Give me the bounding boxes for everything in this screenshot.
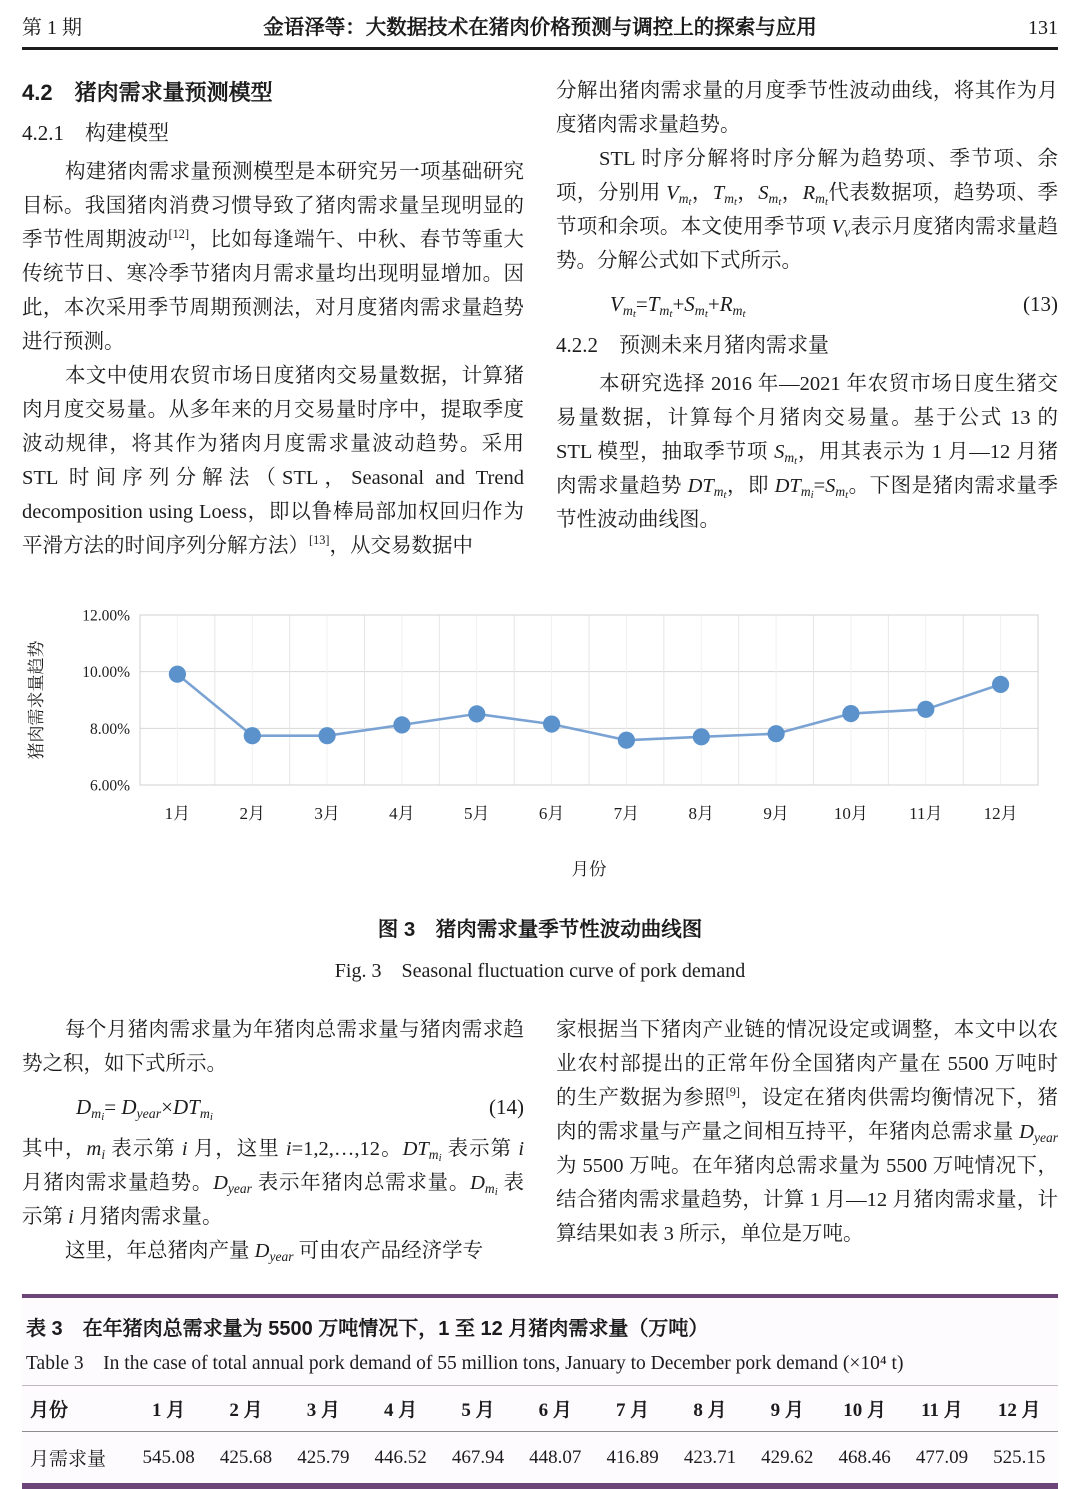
svg-text:8.00%: 8.00% [89, 720, 130, 738]
right-column-upper [556, 74, 1058, 563]
figure3-caption-cn: 图 3 猪肉需求量季节性波动曲线图 [377, 918, 703, 941]
page-number: 131 [1028, 17, 1058, 39]
cell-value: 545.08 [142, 1446, 195, 1468]
svg-text:11月: 11月 [909, 804, 943, 823]
table-top-rule [22, 1294, 1058, 1298]
row-label: 月需求量 [30, 1449, 107, 1470]
equation-14-number: (14) [489, 1095, 524, 1119]
table-bottom-rule [22, 1483, 1058, 1489]
figure3-chart [22, 589, 1058, 886]
left-column-upper [22, 74, 524, 563]
col-header: 6 月 [517, 1386, 594, 1432]
cell-value: 446.52 [374, 1446, 427, 1468]
table3-caption-en: Table 3 In the case of total annual pork demand of 55 million tons, January to December pork demand (×10⁴ t) [26, 1353, 904, 1374]
section-heading-421: 4.2.1 构建模型 [22, 121, 169, 145]
cell-value: 416.89 [606, 1446, 659, 1468]
svg-text:7月: 7月 [613, 804, 640, 823]
svg-text:月份: 月份 [571, 859, 607, 879]
cell-value: 467.94 [451, 1446, 505, 1468]
paragraph: 本文中使用农贸市场日度猪肉交易量数据，计算猪肉月度交易量。从多年来的月交易量时序中，提取季度波动规律，将其作为猪肉月度需求量波动趋势。采用 STL 时间序列分解法（STL，Seasonal and Trend decomposition using Loess，即以鲁棒局部加权回归作为平滑方法的时间序列分解方法）[13]，从交易数据中 [22, 365, 524, 557]
cell-value: 423.71 [683, 1446, 737, 1468]
col-header: 1 月 [130, 1386, 207, 1432]
cell-value: 468.46 [838, 1446, 891, 1468]
svg-text:4月: 4月 [389, 804, 415, 823]
equation-13-number: (13) [1023, 292, 1058, 316]
col-header: 12 月 [981, 1386, 1058, 1432]
equation-13-math: $Vm_t=Tm_t+Sm_t+Rm_t$ [610, 292, 746, 320]
right-column-lower [556, 1013, 1058, 1268]
svg-text:猪肉需求量趋势: 猪肉需求量趋势 [27, 640, 46, 760]
equation-14-math: $Dm_i=$ Dyear×DTm$_i$ [76, 1095, 213, 1123]
col-header: 10 月 [826, 1386, 903, 1432]
svg-text:2月: 2月 [239, 804, 266, 823]
equation-14 [22, 1095, 524, 1123]
left-column-lower [22, 1013, 524, 1268]
section-heading-42: 4.2 猪肉需求量预测模型 [22, 80, 273, 105]
col-header: 3 月 [285, 1386, 362, 1432]
running-header [22, 0, 1058, 40]
paragraph: 分解出猪肉需求量的月度季节性波动曲线，将其作为月度猪肉需求量趋势。 [556, 80, 1058, 136]
svg-text:6.00%: 6.00% [89, 777, 130, 795]
col-header: 11 月 [903, 1386, 980, 1432]
col-header: 7 月 [594, 1386, 671, 1432]
equation-13 [556, 292, 1058, 320]
col-header: 5 月 [439, 1386, 516, 1432]
svg-text:10月: 10月 [833, 804, 868, 823]
paragraph: 家根据当下猪肉产业链的情况设定或调整，本文中以农业农村部提出的正常年份全国猪肉产量在 5500 万吨时的生产数据为参照[9]，设定在猪肉供需均衡情况下，猪肉的需求量与产量之间相互持平，年猪肉总需求量 Dyear 为 5500 万吨。在年猪肉总需求量为 5500 万吨情况下，结合猪肉需求量趋势，计算 1 月—12 月猪肉需求量，计算结果如表 3 所示，单位是万吨。 [556, 1019, 1059, 1245]
svg-text:1月: 1月 [164, 804, 191, 823]
svg-text:6月: 6月 [538, 804, 565, 823]
header-rule [22, 47, 1058, 50]
cell-value: 425.79 [297, 1446, 350, 1468]
svg-text:8月: 8月 [688, 804, 715, 823]
cell-value: 525.15 [993, 1446, 1046, 1468]
svg-text:12月: 12月 [983, 804, 1018, 823]
col-header: 9 月 [749, 1386, 826, 1432]
col-header: 4 月 [362, 1386, 439, 1432]
col-header: 8 月 [671, 1386, 748, 1432]
svg-text:3月: 3月 [314, 804, 340, 823]
paragraph: 这里，年总猪肉产量 Dyear 可由农产品经济学专 [65, 1240, 484, 1264]
paragraph: 本研究选择 2016 年—2021 年农贸市场日度生猪交易量数据，计算每个月猪肉交易量。基于公式 13 的 STL 模型，抽取季节项 $Sm_t$，用其表示为 1 月—12 月猪肉需求量趋势 DTm$_t$，即 $DTm_i=Sm_t$。下图是猪肉需求量季节性波动曲线图。 [556, 373, 1059, 531]
svg-text:12.00%: 12.00% [82, 607, 130, 625]
svg-text:5月: 5月 [464, 804, 490, 823]
paragraph: 构建猪肉需求量预测模型是本研究另一项基础研究目标。我国猪肉消费习惯导致了猪肉需求量呈现明显的季节性周期波动[12]，比如每逢端午、中秋、春节等重大传统节日、寒冷季节猪肉月需求量均出现明显增加。因此，本次采用季节周期预测法，对月度猪肉需求量趋势进行预测。 [22, 161, 525, 353]
section-heading-422: 4.2.2 预测未来月猪肉需求量 [556, 333, 829, 357]
table3-section [22, 1294, 1058, 1489]
cell-value: 448.07 [529, 1446, 582, 1468]
svg-text:9月: 9月 [763, 804, 789, 823]
col-header: 2 月 [207, 1386, 284, 1432]
table3-caption-cn: 表 3 在年猪肉总需求量为 5500 万吨情况下，1 至 12 月猪肉需求量（万吨） [26, 1318, 709, 1340]
upper-columns [22, 74, 1058, 563]
figure3-caption-en: Fig. 3 Seasonal fluctuation curve of pork demand [334, 960, 746, 982]
table-row [22, 1432, 1058, 1484]
col-header: 月份 [22, 1386, 130, 1432]
cell-value: 477.09 [915, 1446, 969, 1468]
paragraph: STL 时序分解将时序分解为趋势项、季节项、余项，分别用 $Vm_t$，$Tm_t$，$Sm_t$，$Rm_t$代表数据项，趋势项、季节项和余项。本文使用季节项 Vv表示月度猪肉需求量趋势。分解公式如下式所示。 [556, 148, 1059, 272]
table-header-row [22, 1386, 1058, 1432]
seasonal-fluctuation-line-chart [22, 589, 1058, 886]
issue-label: 第 1 期 [22, 17, 82, 39]
svg-text:10.00%: 10.00% [82, 664, 130, 682]
cell-value: 429.62 [761, 1446, 814, 1468]
lower-columns [22, 1013, 1058, 1268]
monthly-demand-table [22, 1385, 1058, 1483]
paragraph: 其中，mi 表示第 i 月，这里 i=1,2,…,12。DTm$_i$ 表示第 i 月猪肉需求量趋势。Dyear 表示年猪肉总需求量。$Dm_i$ 表示第 i 月猪肉需求量。 [22, 1138, 525, 1228]
running-title: 金语泽等：大数据技术在猪肉价格预测与调控上的探索与应用 [263, 16, 817, 39]
paragraph: 每个月猪肉需求量为年猪肉总需求量与猪肉需求趋势之积，如下式所示。 [22, 1019, 524, 1075]
cell-value: 425.68 [219, 1446, 273, 1468]
